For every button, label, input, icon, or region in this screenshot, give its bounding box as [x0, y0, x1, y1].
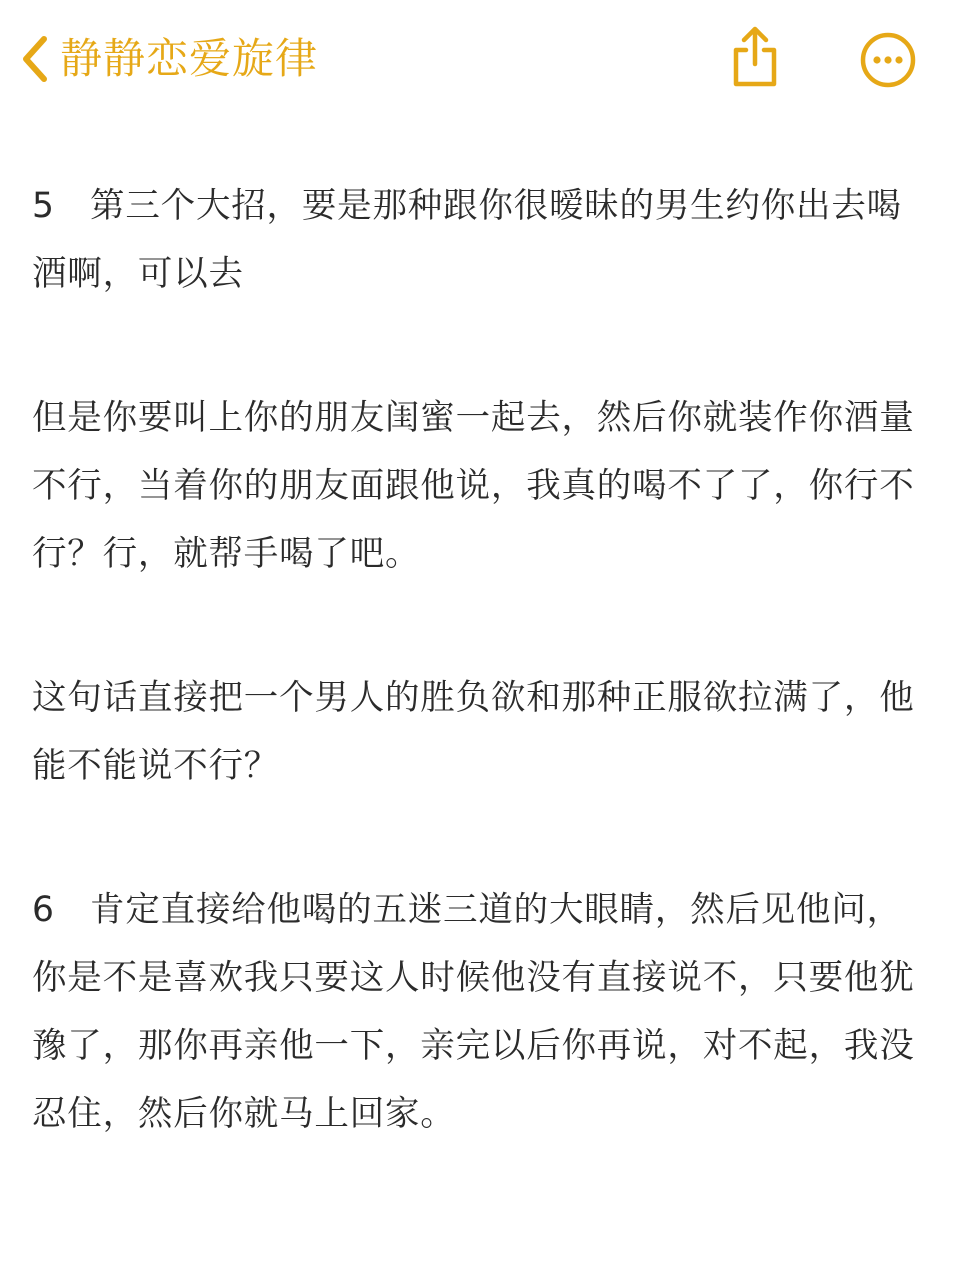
back-label: 静静恋爱旋律: [60, 34, 319, 83]
share-button[interactable]: [726, 24, 784, 90]
note-paragraph: 但是你要叫上你的朋友闺蜜一起去，然后你就装作你酒量不行，当着你的朋友面跟他说，我真的喝不了了，你行不行？行，就帮手喝了吧。: [32, 398, 915, 574]
note-paragraph: 5 第三个大招，要是那种跟你很暧昧的男生约你出去喝酒啊，可以去: [32, 186, 902, 294]
note-paragraph: 这句话直接把一个男人的胜负欲和那种正服欲拉满了，他能不能说不行？: [32, 678, 915, 786]
more-button[interactable]: [858, 30, 918, 90]
note-paragraph: 6 肯定直接给他喝的五迷三道的大眼睛，然后见他问，你是不是喜欢我只要这人时候他没有直接说不，只要他犹豫了，那你再亲他一下，亲完以后你再说，对不起，我没忍住，然后你就马上回家。: [32, 890, 915, 1134]
share-icon: [726, 24, 784, 90]
chevron-left-icon: [18, 33, 52, 85]
more-horizontal-circle-icon: [858, 30, 918, 90]
navigation-bar: [0, 0, 960, 120]
back-button[interactable]: [18, 30, 318, 88]
note-body[interactable]: [32, 172, 932, 1148]
